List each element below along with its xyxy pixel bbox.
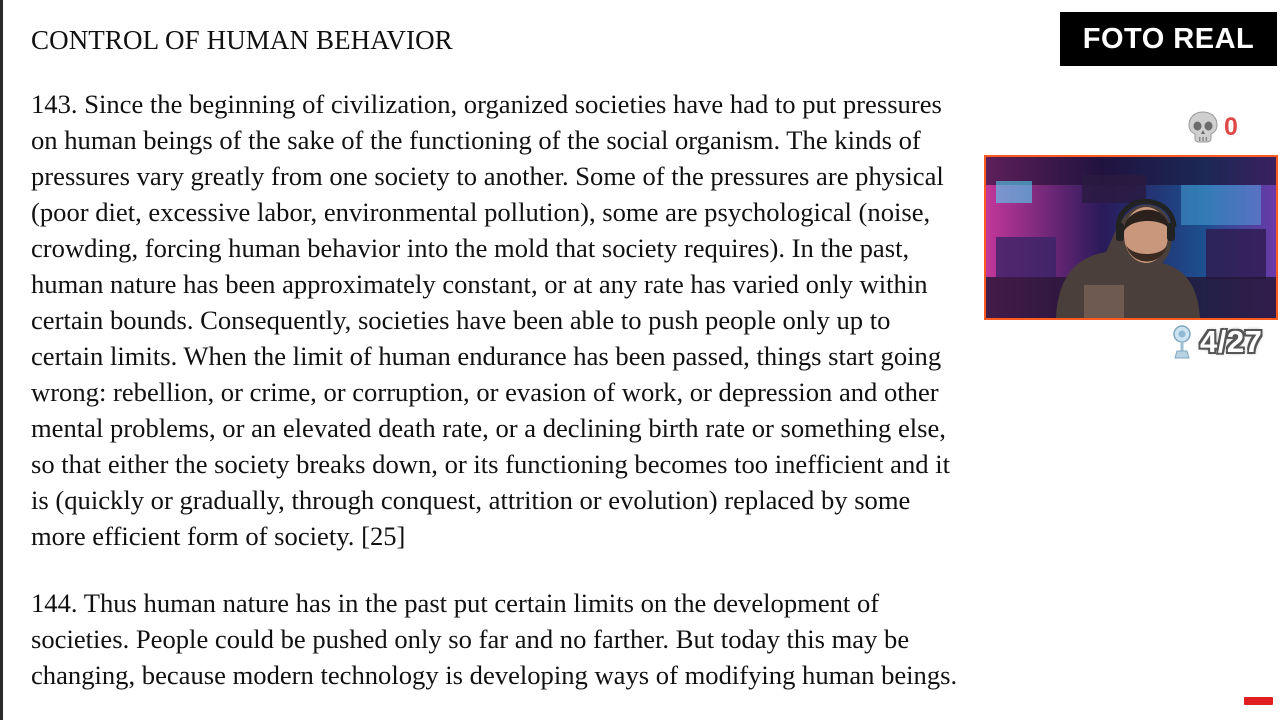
foto-real-badge: FOTO REAL [1060, 12, 1277, 66]
text-line: (poor diet, excessive labor, environmental pollution), some are psychological (noise, [31, 197, 931, 227]
youtube-logo-icon [1244, 697, 1273, 705]
text-line: wrong: rebellion, or crime, or corruption, or evasion of work, or depression and other [31, 377, 939, 407]
death-counter [1186, 110, 1238, 144]
text-line: certain limits. When the limit of human endurance has been passed, things start going [31, 341, 942, 371]
text-line: human nature has been approximately constant, or at any rate has varied only within [31, 269, 928, 299]
text-line: certain bounds. Consequently, societies have been able to push people only up to [31, 305, 891, 335]
death-count: 0 [1224, 112, 1238, 141]
webcam-overlay [984, 155, 1278, 320]
document-title: CONTROL OF HUMAN BEHAVIOR [31, 25, 453, 55]
paragraph-143 [31, 86, 1151, 554]
text-line: changing, because modern technology is developing ways of modifying human beings. [31, 660, 958, 690]
paragraph-144 [31, 585, 1151, 693]
text-line: more efficient form of society. [25] [31, 521, 406, 551]
text-line: mental problems, or an elevated death rate, or a declining birth rate or something else, [31, 413, 946, 443]
text-line: is (quickly or gradually, through conquest, attrition or evolution) replaced by some [31, 485, 911, 515]
trophy-counter [1170, 324, 1262, 360]
text-line: crowding, forcing human behavior into the mold that society requires). In the past, [31, 233, 910, 263]
document [31, 20, 1151, 720]
left-border [0, 0, 3, 720]
trophy-progress: 4/27 [1200, 324, 1263, 359]
text-line: so that either the society breaks down, or its functioning becomes too inefficient and it [31, 449, 950, 479]
text-line: pressures vary greatly from one society to another. Some of the pressures are physical [31, 161, 944, 191]
text-line: on human beings of the sake of the functioning of the social organism. The kinds of [31, 125, 921, 155]
text-line: societies. People could be pushed only so far and no farther. But today this may be [31, 624, 910, 654]
text-line: 143. Since the beginning of civilization, organized societies have had to put pressures [31, 89, 942, 119]
skull-icon [1186, 110, 1220, 144]
webcam-feed [986, 157, 1276, 318]
trophy-icon [1170, 324, 1194, 360]
text-line: 144. Thus human nature has in the past put certain limits on the development of [31, 588, 880, 618]
